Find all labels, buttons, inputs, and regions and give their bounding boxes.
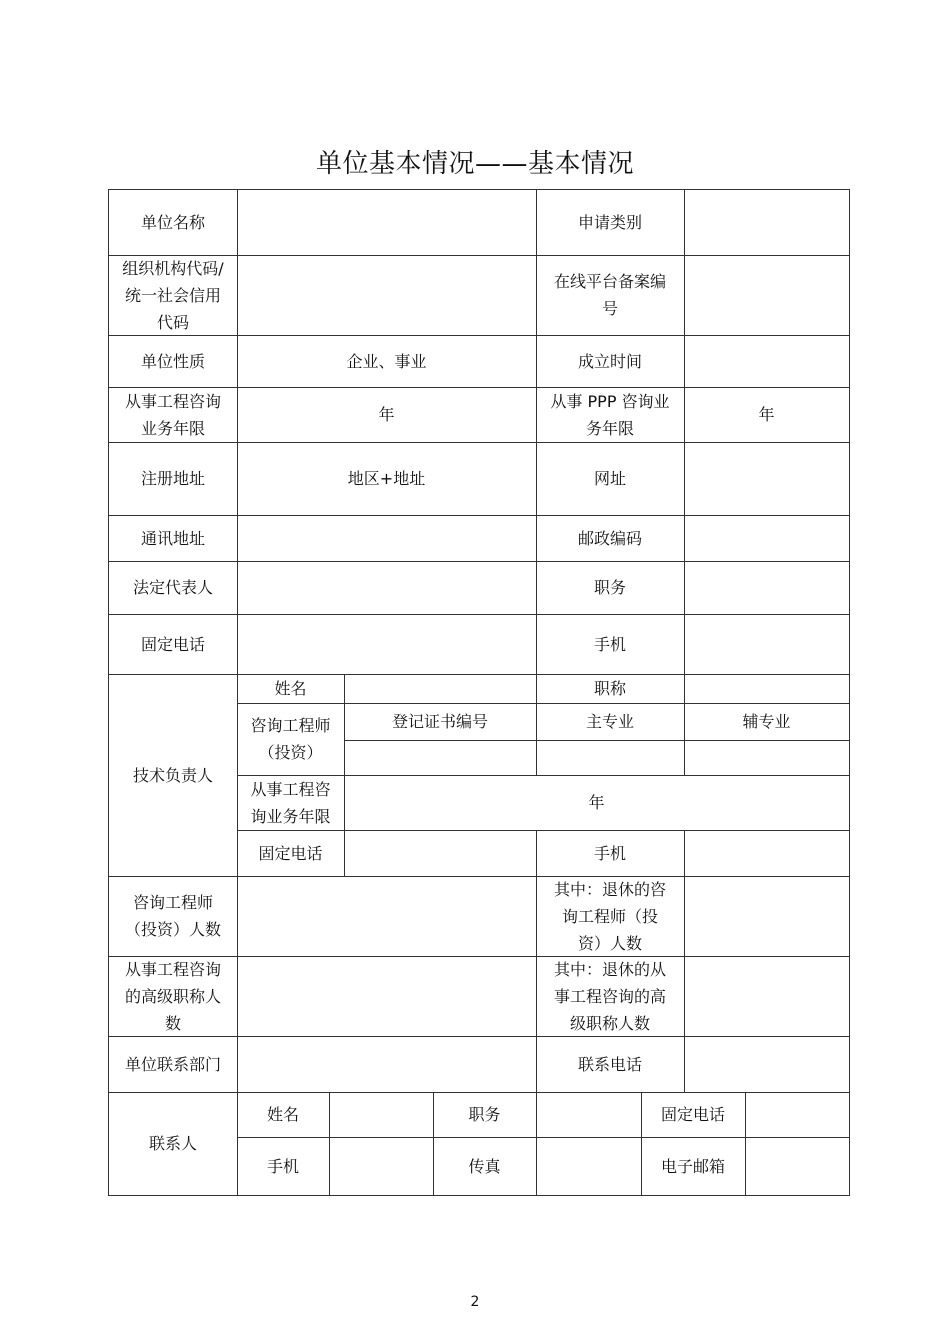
label-application-type: 申请类别 [577,212,642,232]
label-contact-landline: 固定电话 [660,1105,725,1124]
label-tech-consulting-engineer: 咨询工程师 （投资） [250,716,331,762]
label-registered-address: 注册地址 [140,469,205,488]
label-retired-engineer-count: 其中：退休的咨 询工程师（投 资）人数 [553,879,666,953]
label-unit-name: 单位名称 [140,212,205,232]
platform-record-no-field[interactable] [684,255,849,335]
label-ppp-years: 从事 PPP 咨询业 务年限 [550,391,670,438]
cert-no-field[interactable] [344,740,536,775]
grid-line [108,255,850,256]
grid-line [237,703,850,704]
grid-line [108,189,850,190]
position-field[interactable] [684,561,849,614]
label-contact-dept: 单位联系部门 [124,1054,221,1074]
label-contact-phone: 联系电话 [577,1054,642,1074]
grid-line [108,674,850,675]
label-tech-mobile: 手机 [593,843,626,863]
major-field[interactable] [536,740,684,775]
grid-line [684,830,685,1092]
minor-field[interactable] [684,740,849,775]
label-contact-person: 联系人 [148,1134,197,1153]
grid-line [237,830,850,831]
label-contact-position: 职务 [468,1105,501,1124]
label-engineer-count: 咨询工程师 （投资）人数 [124,893,221,939]
mobile-field[interactable] [684,614,849,674]
label-legal-rep: 法定代表人 [132,578,213,597]
grid-line [108,614,850,615]
grid-line [433,1092,434,1196]
grid-line [108,956,850,957]
label-major: 主专业 [585,712,634,731]
unit-nature-field[interactable]: 企业、事业 [346,351,427,371]
org-code-field[interactable] [237,255,536,335]
legal-rep-field[interactable] [237,561,536,614]
label-tech-lead: 技术负责人 [132,765,213,785]
contact-position-field[interactable] [536,1092,641,1137]
grid-line [536,189,537,776]
application-type-field[interactable] [684,189,849,255]
label-org-code: 组织机构代码/ 统一社会信用 代码 [122,258,224,332]
mailing-address-field[interactable] [237,515,536,561]
label-mailing-address: 通讯地址 [140,528,205,548]
label-contact-mobile: 手机 [266,1156,299,1176]
website-field[interactable] [684,442,849,515]
contact-mobile-field[interactable] [329,1137,433,1195]
grid-line [344,740,850,741]
contact-landline-field[interactable] [745,1092,849,1137]
contact-email-field[interactable] [745,1137,849,1195]
label-position: 职务 [593,578,626,597]
grid-line [108,1036,850,1037]
grid-line [108,515,850,516]
contact-fax-field[interactable] [536,1137,641,1195]
grid-line [849,189,850,1196]
grid-line [684,189,685,776]
grid-line [108,1195,850,1196]
tech-years-field[interactable]: 年 [588,793,605,812]
grid-line [344,674,345,876]
engineer-count-field[interactable] [237,876,536,956]
label-unit-nature: 单位性质 [140,351,205,371]
tech-mobile-field[interactable] [684,830,849,876]
label-cert-no: 登记证书编号 [391,712,488,731]
label-retired-senior-count: 其中：退休的从 事工程咨询的高 级职称人数 [553,959,666,1033]
label-postal-code: 邮政编码 [577,528,642,548]
grid-line [237,189,238,1196]
contact-dept-field[interactable] [237,1036,536,1092]
label-minor: 辅专业 [742,712,791,731]
grid-line [108,189,109,1196]
ppp-years-field[interactable]: 年 [758,405,775,424]
grid-line [108,387,850,388]
label-tech-title: 职称 [593,679,626,698]
unit-name-field[interactable] [237,189,536,255]
grid-line [329,1092,330,1196]
grid-line [641,1092,642,1196]
postal-code-field[interactable] [684,515,849,561]
consulting-years-field[interactable]: 年 [378,405,395,424]
label-contact-email: 电子邮箱 [660,1156,725,1176]
grid-line [108,561,850,562]
grid-line [536,830,537,1196]
label-platform-record-no: 在线平台备案编 号 [553,272,666,318]
senior-title-count-field[interactable] [237,956,536,1036]
retired-senior-count-field[interactable] [684,956,849,1036]
contact-name-field[interactable] [329,1092,433,1137]
grid-line [108,442,850,443]
grid-line [108,1092,850,1093]
page-title: 单位基本情况——基本情况 [315,149,634,179]
retired-engineer-count-field[interactable] [684,876,849,956]
grid-line [745,1092,746,1196]
grid-line [108,335,850,336]
tech-name-field[interactable] [344,674,536,703]
label-tech-landline: 固定电话 [258,843,323,863]
label-contact-fax: 传真 [468,1156,501,1176]
label-landline: 固定电话 [140,634,205,654]
label-website: 网址 [593,469,626,488]
label-contact-name: 姓名 [266,1105,299,1124]
label-consulting-years: 从事工程咨询 业务年限 [124,391,221,438]
label-established-time: 成立时间 [577,351,642,371]
tech-title-field[interactable] [684,674,849,703]
page-number: 2 [470,1294,480,1310]
label-mobile: 手机 [593,634,626,654]
label-tech-name: 姓名 [274,679,307,698]
label-senior-title-count: 从事工程咨询 的高级职称人 数 [124,959,221,1033]
registered-address-field[interactable]: 地区+地址 [347,469,426,488]
tech-landline-field[interactable] [344,830,536,876]
contact-phone-field[interactable] [684,1036,849,1092]
established-time-field[interactable] [684,335,849,387]
label-tech-years: 从事工程咨 询业务年限 [250,779,331,826]
landline-field[interactable] [237,614,536,674]
grid-line [237,775,850,776]
grid-line [108,876,850,877]
